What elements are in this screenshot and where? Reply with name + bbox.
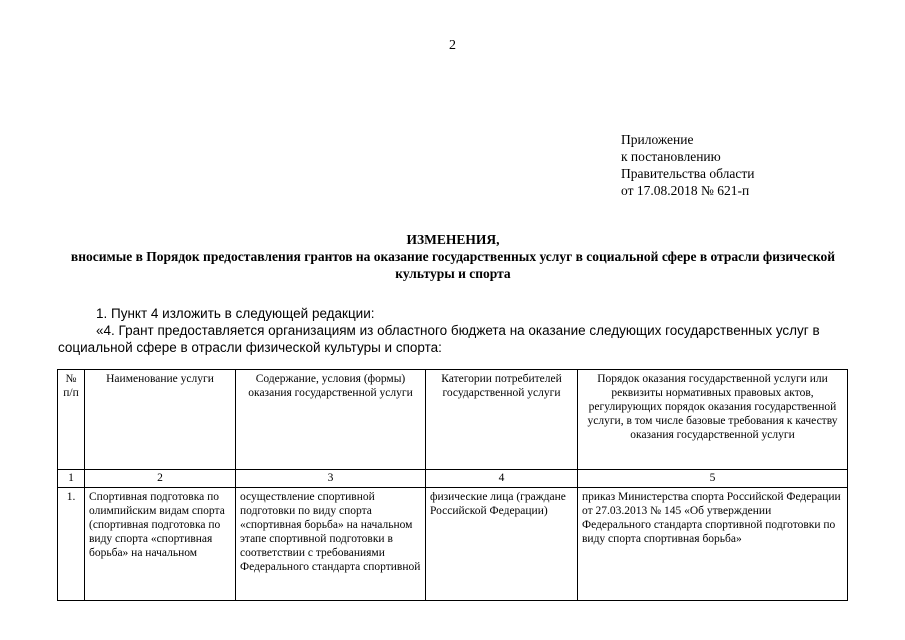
column-number: 3 xyxy=(236,470,426,488)
column-number: 1 xyxy=(58,470,85,488)
table-numbering-row xyxy=(58,470,848,488)
paragraph-2: «4. Грант предоставляется организациям из областного бюджета на оказание следующих государственных услуг в социальной сфере в отрасли физической культуры и спорта: xyxy=(58,323,820,355)
appendix-line: от 17.08.2018 № 621-п xyxy=(621,183,750,198)
header-cell-content: Содержание, условия (формы) оказания государственной услуги xyxy=(236,370,426,470)
header-cell-order: Порядок оказания государственной услуги или реквизиты нормативных правовых актов, регулирующих порядок оказания государственной услуги, в том числе базовые требования к качеству оказания государственной услуги xyxy=(578,370,848,470)
page-number: 2 xyxy=(449,38,456,53)
column-number: 4 xyxy=(426,470,578,488)
appendix-line: Правительства области xyxy=(621,166,755,181)
header-cell-number: № п/п xyxy=(58,370,85,470)
service-name-cell: Спортивная подготовка по олимпийским видам спорта (спортивная подготовка по виду спорта «спортивная борьба» на начальном xyxy=(85,488,236,601)
table-row xyxy=(58,488,848,601)
title-heading: ИЗМЕНЕНИЯ, xyxy=(406,232,500,247)
order-cell: приказ Министерства спорта Российской Федерации от 27.03.2013 № 145 «Об утверждении Федерального стандарта спортивной подготовки по виду спорта спортивная борьба» xyxy=(578,488,848,601)
title-subheading: вносимые в Порядок предоставления грантов на оказание государственных услуг в социальной сфере в отрасли физической культуры и спорта xyxy=(70,249,836,281)
column-number: 5 xyxy=(578,470,848,488)
content-cell: осуществление спортивной подготовки по виду спорта «спортивная борьба» на начальном этапе спортивной подготовки в соответствии с требованиями Федерального стандарта спортивной xyxy=(236,488,426,601)
header-cell-consumers: Категории потребителей государственной услуги xyxy=(426,370,578,470)
row-number-cell: 1. xyxy=(58,488,85,601)
services-table xyxy=(57,369,848,601)
header-cell-service-name: Наименование услуги xyxy=(85,370,236,470)
consumers-cell: физические лица (граждане Российской Федерации) xyxy=(426,488,578,601)
document-title xyxy=(58,231,848,282)
column-number: 2 xyxy=(85,470,236,488)
appendix-block xyxy=(621,131,754,199)
appendix-line: к постановлению xyxy=(621,149,721,164)
paragraph-1: 1. Пункт 4 изложить в следующей редакции: xyxy=(96,306,375,321)
appendix-line: Приложение xyxy=(621,132,694,147)
table-header-row xyxy=(58,370,848,470)
